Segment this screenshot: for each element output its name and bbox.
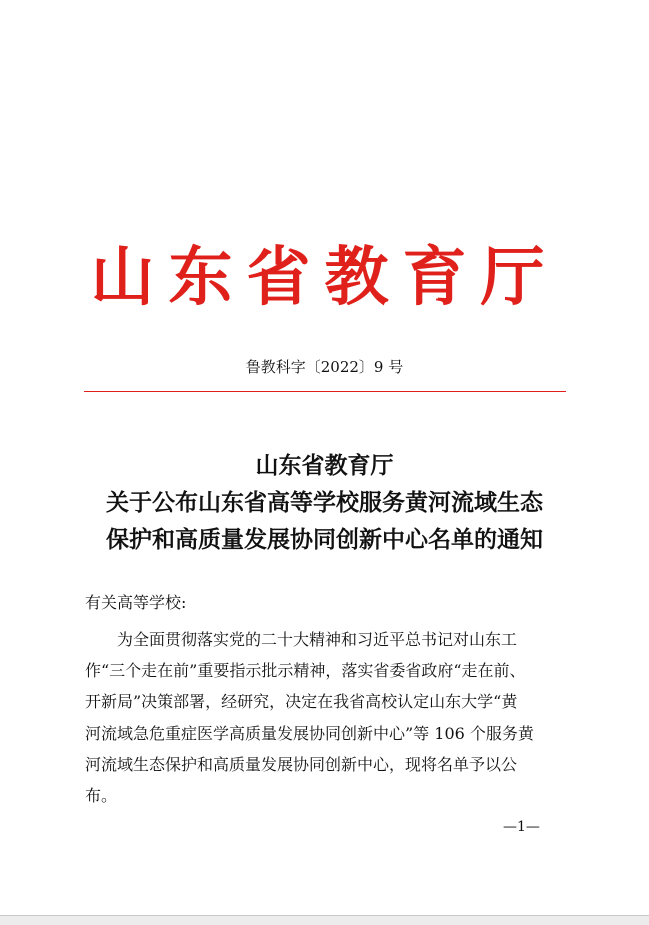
- body-line: 作“三个走在前”重要指示批示精神，落实省委省政府“走在前、: [85, 661, 526, 681]
- red-divider: [84, 391, 566, 392]
- salutation: 有关高等学校:: [85, 593, 187, 612]
- notice-title: [0, 447, 649, 558]
- body-line: 布。: [85, 786, 118, 806]
- issuer-header: 山东省教育厅: [90, 240, 559, 315]
- document-number: 鲁教科字〔2022〕9 号: [245, 358, 404, 376]
- body-line: 为全面贯彻落实党的二十大精神和习近平总书记对山东工: [117, 630, 518, 649]
- title-line: 关于公布山东省高等学校服务黄河流域生态: [106, 489, 543, 516]
- page-number: —1—: [503, 819, 540, 835]
- body-line: 河流域急危重症医学高质量发展协同创新中心”等 106 个服务黄: [85, 723, 534, 743]
- body-line: 河流域生态保护和高质量发展协同创新中心，现将名单予以公: [85, 754, 518, 774]
- title-line: 山东省教育厅: [255, 452, 394, 479]
- title-line: 保护和高质量发展协同创新中心名单的通知: [106, 526, 543, 553]
- body-line: 开新局”决策部署，经研究，决定在我省高校认定山东大学“黄: [85, 692, 518, 712]
- body-paragraph: [85, 624, 565, 811]
